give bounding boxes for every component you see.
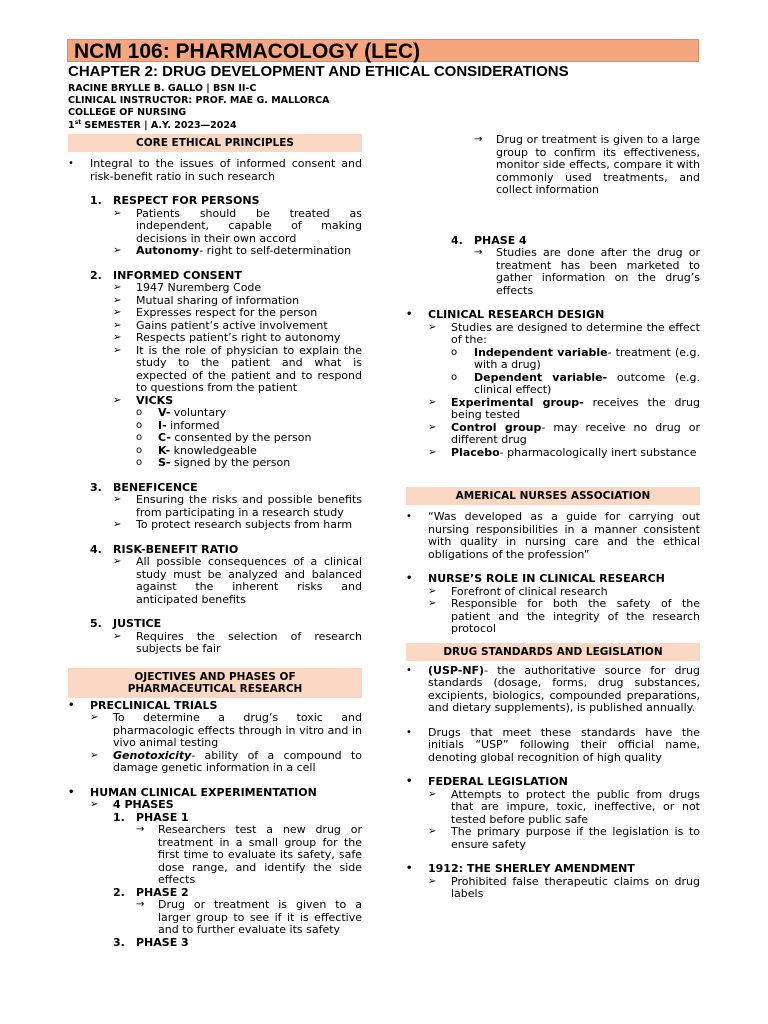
list-item: • Drugs that meet these standards have the initials “USP” following their official name, denoting global recognition of high quality [406,725,700,764]
bullet-icon: • [406,863,413,874]
chevron-icon: ➢ [90,712,99,723]
list-item: • (USP-NF)- the authoritative source for drug standards (dosage, forms, drug substances, excipients, biologics, compounded preparations, and dietary supplements), is published annually. [406,663,700,714]
list-item: ➢ Prohibited false therapeutic claims on drug labels [428,874,700,900]
phase-heading: 2. PHASE 2 [113,885,189,899]
chevron-icon: ➢ [428,598,437,609]
principle-heading: 4. RISK-BENEFIT RATIO [90,542,239,556]
principle-heading: 5. JUSTICE [90,617,162,630]
chevron-icon: ➢ [113,394,122,406]
bullet-icon: • [406,573,413,584]
circle-bullet-icon: o [451,371,458,383]
bullet-icon: • [406,776,413,787]
circle-bullet-icon: o [136,444,143,456]
bullet-icon: • [68,158,74,169]
circle-bullet-icon: o [451,346,458,358]
bullet-icon: • [68,786,75,798]
list-item: o C- consented by the person [136,431,312,444]
instructor-line: CLINICAL INSTRUCTOR: PROF. MAE G. MALLORCA [68,95,330,106]
list-item: ➢ Attempts to protect the public from drugs that are impure, toxic, ineffective, or not tested before public safe [428,787,700,826]
principle-heading: 2. INFORMED CONSENT [90,268,242,282]
circle-bullet-icon: o [136,457,143,468]
list-item: ➢ Gains patient’s active involvement [113,318,328,332]
document-title: NCM 106: PHARMACOLOGY (LEC) [74,40,421,63]
list-item: ➢ Placebo- pharmacologically inert substance [428,445,697,459]
college-line: COLLEGE OF NURSING [68,107,187,118]
chapter-title: CHAPTER 2: DRUG DEVELOPMENT AND ETHICAL CONSIDERATIONS [68,63,569,80]
list-item: → Drug or treatment is given to a large group to confirm its effectiveness, monitor side effects, compare it with commonly used treatments, and collect information [474,133,700,196]
list-item: ➢ 1947 Nuremberg Code [113,281,262,294]
circle-bullet-icon: o [136,432,143,443]
bullet-icon: • [406,726,412,738]
chevron-icon: ➢ [113,319,122,331]
chevron-icon: ➢ [428,788,437,800]
list-item: ➢ Respects patient’s right to autonomy [113,331,341,344]
list-item: → Researchers test a new drug or treatment in a small group for the first time to evaluate its safety, safe dose range, and identify the side effects [136,823,362,886]
list-item: ➢ Patients should be treated as independent, capable of making decisions in their own accord [113,206,362,245]
list-item: ➢ Ensuring the risks and possible benefits from participating in a research study [113,493,362,519]
list-item: • CLINICAL RESEARCH DESIGN [406,308,605,321]
chevron-icon: ➢ [428,585,437,597]
chevron-icon: ➢ [113,630,122,642]
circle-bullet-icon: o [136,419,143,431]
chevron-icon: ➢ [113,294,122,306]
bullet-icon: • [68,699,75,711]
arrow-right-icon: → [474,134,483,145]
section-heading-drug-standards-legislation: DRUG STANDARDS AND LEGISLATION [406,643,700,661]
chevron-icon: ➢ [113,556,122,567]
list-item: • PRECLINICAL TRIALS [68,698,218,712]
list-item: ➢ To protect research subjects from harm [113,518,353,531]
arrow-right-icon: → [136,824,145,835]
chevron-icon: ➢ [113,519,122,530]
list-item: ➢ Genotoxicity- ability of a compound to damage genetic information in a cell [90,748,362,774]
list-item: o Dependent variable- outcome (e.g. clinical effect) [451,370,700,396]
circle-bullet-icon: o [136,407,143,418]
list-item: ➢ Forefront of clinical research [428,584,608,598]
list-item: • Integral to the issues of informed consent and risk-benefit ratio in such research [68,157,362,183]
chevron-icon: ➢ [113,245,122,256]
chevron-icon: ➢ [113,494,122,505]
chevron-icon: ➢ [428,421,437,433]
bullet-icon: • [406,664,412,676]
list-item: ➢ Mutual sharing of information [113,293,300,307]
list-item: ➢ Requires the selection of research subjects be fair [113,629,362,655]
list-item: ➢ The primary purpose if the legislation is to ensure safety [428,825,700,851]
chevron-icon: ➢ [113,207,122,219]
chevron-icon: ➢ [113,344,122,356]
chevron-icon: ➢ [113,307,122,318]
chevron-icon: ➢ [428,396,437,408]
arrow-right-icon: → [136,899,145,910]
chevron-icon: ➢ [113,332,122,343]
list-item: ➢ Experimental group- receives the drug being tested [428,395,700,421]
list-item: o K- knowledgeable [136,443,257,457]
list-item: ➢ Studies are designed to determine the effect of the: [428,320,700,346]
list-item: • NURSE’S ROLE IN CLINICAL RESEARCH [406,572,665,585]
list-item: • FEDERAL LEGISLATION [406,775,568,788]
section-heading-objectives-phases: OJECTIVES AND PHASES OF PHARMACEUTICAL RESEARCH [68,668,362,698]
chevron-icon: ➢ [90,799,99,810]
list-item: ➢ All possible consequences of a clinical study must be analyzed and balanced against the inherent risks and anticipated benefits [113,555,362,606]
chevron-icon: ➢ [428,875,437,887]
list-item: ➢ 4 PHASES [90,798,174,811]
chevron-icon: ➢ [428,321,437,333]
list-item: → Drug or treatment is given to a larger group to see if it is effective and to further evaluate its safety [136,898,362,936]
section-heading-american-nurses-association: AMERICAL NURSES ASSOCIATION [406,487,700,505]
principle-heading: 3. BENEFICENCE [90,480,198,494]
bullet-icon: • [406,511,412,522]
list-item: • “Was developed as a guide for carrying out nursing responsibilities in a manner consistent with quality in nursing care and the ethical obligations of the profession” [406,510,700,561]
right-column [406,134,700,901]
author-line: RACINE BRYLLE B. GALLO | BSN II-C [68,83,257,94]
list-item: ➢ Responsible for both the safety of the patient and the integrity of the research protocol [428,597,700,635]
semester-line: 1st SEMESTER | A.Y. 2023—2024 [68,119,237,132]
chevron-icon: ➢ [428,826,437,837]
chevron-icon: ➢ [428,446,437,458]
list-item: o Independent variable- treatment (e.g. with a drug) [451,345,700,371]
phase-heading: 4. PHASE 4 [451,233,527,247]
list-item: • 1912: THE SHERLEY AMENDMENT [406,862,635,875]
list-item: o V- voluntary [136,406,227,419]
list-item: • HUMAN CLINICAL EXPERIMENTATION [68,785,317,799]
list-item: o S- signed by the person [136,456,291,469]
list-item: ➢ It is the role of physician to explain the study to the patient and what is expected of the patient and to respond to questions from the patient [113,343,362,394]
phase-heading: 3. PHASE 3 [113,935,189,949]
section-heading-core-ethical-principles: CORE ETHICAL PRINCIPLES [68,134,362,152]
phase-heading: 1. PHASE 1 [113,810,189,824]
list-item: ➢ Expresses respect for the person [113,306,318,319]
left-column [68,134,362,949]
list-item: ➢ VICKS [113,393,174,407]
list-item: → Studies are done after the drug or treatment has been marketed to gather information on the drug’s effects [474,246,700,297]
bullet-icon: • [406,309,413,320]
list-item: ➢ Control group- may receive no drug or different drug [428,420,700,446]
arrow-right-icon: → [474,247,483,258]
list-item: ➢ To determine a drug’s toxic and pharmacologic effects through in vitro and in vivo animal testing [90,711,362,749]
list-item: ➢ Autonomy- right to self-determination [113,244,352,257]
title-bar [67,39,699,62]
chevron-icon: ➢ [113,282,122,293]
list-item: o I- informed [136,418,220,432]
principle-heading: 1. RESPECT FOR PERSONS [90,194,260,207]
chevron-icon: ➢ [90,749,99,761]
